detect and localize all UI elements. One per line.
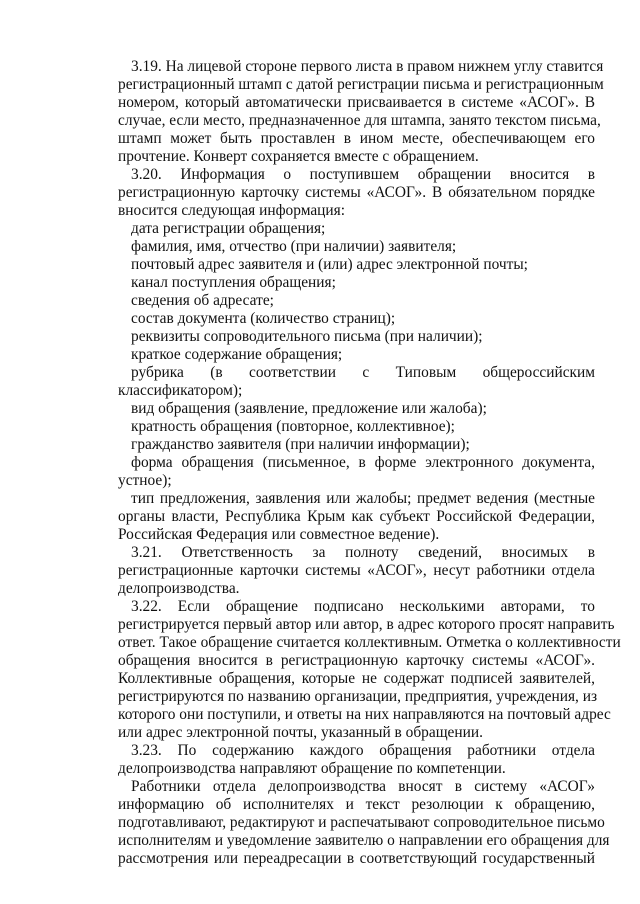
text-line: обращения вносится в регистрационную карточку системы «АСОГ». (118, 652, 595, 669)
text-line: 3.23. По содержанию каждого обращения работники отдела (131, 742, 595, 759)
text-line: делопроизводства направляют обращение по компетенции. (118, 760, 506, 777)
text-line: регистрационный штамп с датой регистрации письма и регистрационным (118, 76, 604, 93)
text-line: 3.19. На лицевой стороне первого листа в правом нижнем углу ставится (131, 58, 604, 75)
list-item: органы власти, Республика Крым как субъект Российской Федерации, (118, 508, 595, 525)
text-line: Работники отдела делопроизводства вносят в систему «АСОГ» (131, 778, 595, 795)
list-item: дата регистрации обращения; (131, 220, 326, 237)
list-item: канал поступления обращения; (131, 274, 336, 291)
list-item: гражданство заявителя (при наличии информации); (131, 436, 470, 453)
list-item: реквизиты сопроводительного письма (при наличии); (131, 328, 483, 345)
text-line: прочтение. Конверт сохраняется вместе с обращением. (118, 148, 479, 165)
text-line: 3.22. Если обращение подписано несколькими авторами, то (131, 598, 595, 615)
text-line: 3.21. Ответственность за полноту сведений, вносимых в (131, 544, 595, 561)
list-item: устное); (118, 472, 172, 489)
list-item: кратность обращения (повторное, коллективное); (131, 418, 455, 435)
text-line: ответ. Такое обращение считается коллективным. Отметка о коллективности (118, 634, 621, 651)
text-line: вносится следующая информация: (118, 202, 345, 219)
text-line: регистрационные карточки системы «АСОГ», несут работники отдела (118, 562, 595, 579)
text-line: Коллективные обращения, которые не содержат подписей заявителей, (118, 670, 595, 687)
list-item: вид обращения (заявление, предложение или жалоба); (131, 400, 487, 417)
list-item: состав документа (количество страниц); (131, 310, 396, 327)
list-item: классификатором); (118, 382, 243, 399)
text-line: делопроизводства. (118, 580, 240, 597)
list-item: сведения об адресате; (131, 292, 274, 309)
text-line: которого они поступили, и ответы на них направляются на почтовый адрес (118, 706, 611, 723)
list-item: тип предложения, заявления или жалобы; предмет ведения (местные (131, 490, 595, 507)
text-line: штамп может быть проставлен в ином месте, обеспечивающем его (118, 130, 595, 147)
list-item: краткое содержание обращения; (131, 346, 343, 363)
list-item: рубрика (в соответствии с Типовым общероссийским (131, 364, 595, 381)
text-line: или адрес электронной почты, указанный в обращении. (118, 724, 483, 741)
list-item: почтовый адрес заявителя и (или) адрес электронной почты; (131, 256, 528, 273)
list-item: Российская Федерация или совместное ведение). (118, 526, 440, 543)
text-line: 3.20. Информация о поступившем обращении вносится в (131, 166, 595, 183)
text-line: регистрируются по названию организации, предприятия, учреждения, из (118, 688, 598, 705)
text-line: информацию об исполнителях и текст резолюции к обращению, (118, 796, 595, 813)
text-line: номером, который автоматически присваивается в системе «АСОГ». В (118, 94, 595, 111)
list-item: фамилия, имя, отчество (при наличии) заявителя; (131, 238, 457, 255)
text-line: подготавливают, редактируют и распечатывают сопроводительное письмо (118, 814, 605, 831)
text-line: случае, если место, предназначенное для штампа, занято текстом письма, (118, 112, 601, 129)
text-line: рассмотрения или переадресации в соответствующий государственный (118, 850, 595, 867)
text-line: регистрируется первый автор или автор, в адрес которого просят направить (118, 616, 615, 633)
text-line: регистрационную карточку системы «АСОГ». В обязательном порядке (118, 184, 595, 201)
text-line: исполнителям и уведомление заявителю о направлении его обращения для (118, 832, 610, 849)
list-item: форма обращения (письменное, в форме электронного документа, (131, 454, 595, 471)
